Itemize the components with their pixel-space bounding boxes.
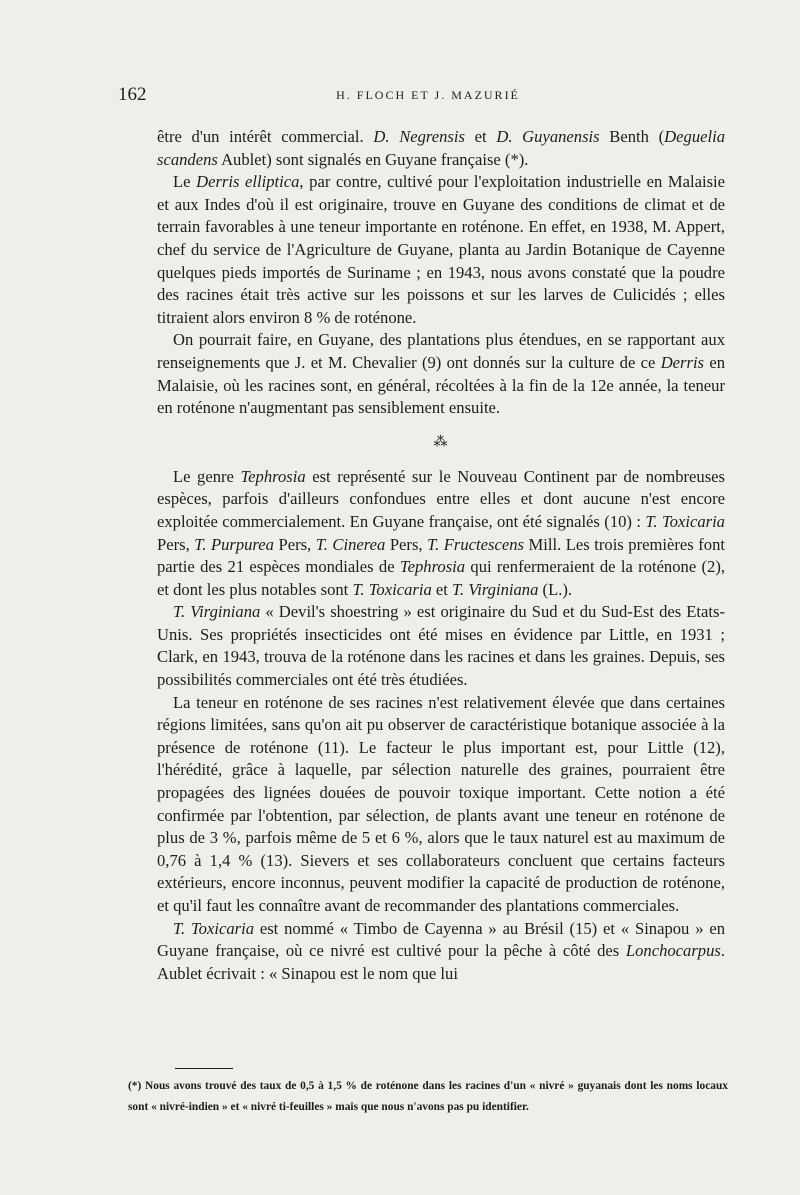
species-name: T. Virginiana <box>173 602 261 622</box>
species-name: T. Toxicaria <box>645 511 725 531</box>
species-name: T. Purpurea <box>194 534 274 554</box>
species-name: T. Toxicaria <box>352 579 432 599</box>
running-head: H. FLOCH ET J. MAZURIÉ <box>336 88 520 102</box>
text-run: Aublet) sont signalés en Guyane française (*). <box>217 149 529 169</box>
species-name: Deguelia scandens <box>157 127 725 169</box>
text-run: être d'un intérêt commercial. <box>157 127 374 146</box>
species-name: Derris elliptica <box>196 172 300 192</box>
footnote-rule <box>175 1068 233 1069</box>
species-name: Derris <box>660 352 705 372</box>
page-number: 162 <box>118 84 147 105</box>
text-run: est nommé « Timbo de Cayenna » au Brésil (15) et « Sinapou » en Guyane française, où ce nivré est cultivé pour la pêche à côté des <box>157 918 725 961</box>
text-run: On pourrait faire, en Guyane, des plantations plus étendues, en se rapportant aux renseignements que J. et M. Chevalier (9) ont donnés sur la culture de ce <box>157 330 725 372</box>
species-name: T. Cinerea <box>315 534 386 554</box>
section-separator: ⁂ <box>433 434 449 450</box>
text-run: et <box>431 579 453 599</box>
paragraph <box>157 126 725 171</box>
species-name: Tephrosia <box>240 466 306 486</box>
paragraph <box>157 692 725 918</box>
text-run: Le <box>173 172 197 192</box>
text-run: , par contre, cultivé pour l'exploitation industrielle en Malaisie et aux Indes d'où il est originaire, trouve en Guyane des conditions de climat et de terrain favorables à une teneur importante en roténone. En effet, en 1938, M. Appert, chef du service de l'Agriculture de Guyane, planta au Jardin Botanique de Cayenne quelques pieds importés de Suriname ; en 1943, nous avons constaté que la poudre des racines était très active sur les poissons et sur les larves de Culicidés ; elles titraient alors environ 8 % de roténone. <box>157 172 726 327</box>
text-run: « Devil's shoestring » est originaire du Sud et du Sud-Est des Etats-Unis. Ses propriétés insecticides ont été mises en évidence par Little, en 1931 ; Clark, en 1943, trouva de la roténone dans les racines et dans les graines. Depuis, ses possibilités commerciales ont été très étudiées. <box>157 602 725 690</box>
paragraph <box>157 329 725 419</box>
paragraph <box>157 918 725 986</box>
text-run: Pers, <box>273 534 316 554</box>
text-run: Mill. Les trois premières font partie des 21 espèces mondiales de <box>157 534 725 577</box>
text-run: Pers, <box>157 534 195 554</box>
species-name: T. Fructescens <box>427 534 524 554</box>
text-run: (L.). <box>538 579 573 599</box>
text-run: Pers, <box>385 534 428 554</box>
species-name: Tephrosia <box>399 557 466 577</box>
species-name: D. Guyanensis <box>496 127 600 146</box>
text-run: et <box>464 127 497 146</box>
footnote: (*) Nous avons trouvé des taux de 0,5 à 1,5 % de roténone dans les racines d'un « nivré » guyanais dont les noms locaux sont « nivré-indien » et « nivré ti-feuilles » mais que nous n'avons pas pu identifier. <box>128 1080 728 1113</box>
species-name: T. Toxicaria <box>173 918 254 938</box>
page-header <box>118 84 738 108</box>
species-name: Lonchocarpus <box>625 941 721 961</box>
text-run: La teneur en roténone de ses racines n'est relativement élevée que dans certaines régions limitées, sans qu'on ait pu observer de caractéristique botanique associée à la présence de roténone (11). Le facteur le plus important est, pour Little (12), l'hérédité, grâce à laquelle, par sélection naturelle des graines, pourraient être propagées des lignées douées de pouvoir toxique important. Cette notion a été confirmée par l'obtention, par sélection, de plants avant une teneur en roténone de plus de 3 %, parfois même de 5 et 6 %, alors que le taux naturel est au maximum de 0,76 à 1,4 % (13). Sievers et ses collaborateurs concluent que certains facteurs extérieurs, encore inconnus, peuvent modifier la capacité de production de roténone, et qu'il faut les connaître avant de recommander des plantations commerciales. <box>157 692 725 915</box>
species-name: T. Virginiana <box>452 579 539 599</box>
text-run: . Aublet écrivait : « Sinapou est le nom que lui <box>157 941 725 983</box>
text-run: en Malaisie, où les racines sont, en général, récoltées à la fin de la 12e année, la teneur en roténone n'augmentant pas sensiblement ensuite. <box>157 352 725 418</box>
paragraph <box>157 466 725 602</box>
body-text <box>157 126 725 985</box>
text-run: Le genre <box>173 466 241 486</box>
paragraph <box>157 601 725 691</box>
text-run: qui renfermeraient de la roténone (2), et dont les plus notables sont <box>157 557 725 599</box>
text-run: Benth ( <box>599 127 665 146</box>
text-run: est représenté sur le Nouveau Continent par de nombreuses espèces, parfois d'ailleurs confondues entre elles et dont aucune n'est encore exploitée commercialement. En Guyane française, ont été signalés (10) : <box>157 466 725 531</box>
species-name: D. Negrensis <box>373 127 465 146</box>
paragraph <box>157 171 725 329</box>
